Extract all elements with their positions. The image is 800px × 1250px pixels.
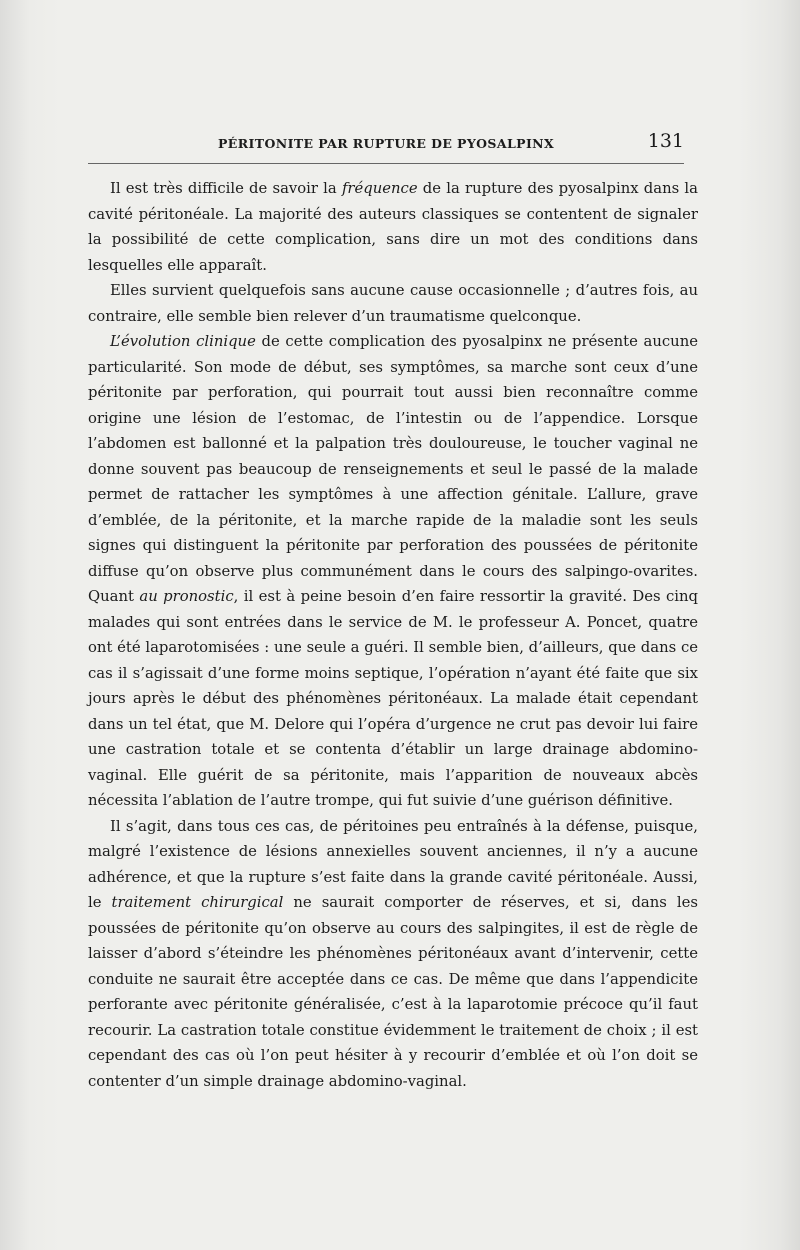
header-rule — [88, 163, 684, 164]
paragraph — [88, 814, 698, 1095]
text-run: Elles survient quelquefois sans aucune cause occasionnelle ; d’autres fois, au contraire, elle semble bien relever d’un traumatisme quelconque. — [88, 282, 698, 325]
text-run: , il est à peine besoin d’en faire ressortir la gravité. Des cinq malades qui sont entrées dans le service de M. le professeur A. Poncet, quatre ont été laparotomisées : une seule a guéri. Il semble bien, d’ailleurs, que dans ce cas il s’agissait d’une forme moins septique, l’opération n’ayant été faite que six jours après le début des phénomènes péritonéaux. La malade était cependant dans un tel état, que M. Delore qui l’opéra d’urgence ne crut pas devoir lui faire une castration totale et se contenta d’établir un large drainage abdomino-vaginal. Elle guérit de sa péritonite, mais l’apparition de nouveaux abcès nécessita l’ablation de l’autre trompe, qui fut suivie d’une guérison définitive. — [88, 588, 698, 809]
text-run: ne saurait comporter de réserves, et si, dans les poussées de péritonite qu’on observe au cours des salpingites, il est de règle de laisser d’abord s’éteindre les phénomènes péritonéaux avant d’intervenir, cette conduite ne saurait être acceptée dans ce cas. De même que dans l’appendicite perforante avec péritonite généralisée, c’est à la laparotomie précoce qu’il faut recourir. La castration totale constitue évidemment le traitement de choix ; il est cependant des cas où l’on peut hésiter à y recourir d’emblée et où l’on doit se contenter d’un simple drainage abdomino-vaginal. — [88, 894, 698, 1090]
emphasis-traitement-chirurgical: traitement chirurgical — [111, 894, 284, 911]
text-run: de cette complication des pyosalpinx ne présente aucune particularité. Son mode de début, ses symptômes, sa marche sont ceux d’une péritonite par perforation, qui pourrait tout aussi bien reconnaître comme origine une lésion de l’estomac, de l’intestin ou de l’appendice. Lorsque l’abdomen est ballonné et la palpation très douloureuse, le toucher vaginal ne donne souvent pas beaucoup de renseignements et seul le passé de la malade permet de rattacher les symptômes à une affection génitale. L’allure, grave d’emblée, de la péritonite, et la marche rapide de la maladie sont les seuls signes qui distinguent la péritonite par perforation des poussées de péritonite diffuse qu’on observe plus communément dans le cours des salpingo-ovarites. Quant — [88, 333, 698, 605]
page-number: 131 — [647, 130, 684, 152]
emphasis-evolution-clinique: L’évolution clinique — [110, 333, 256, 350]
running-title: PÉRITONITE PAR RUPTURE DE PYOSALPINX — [218, 136, 555, 151]
running-head — [88, 130, 684, 156]
paragraph — [88, 329, 698, 814]
body-text — [88, 176, 698, 1094]
paragraph — [88, 176, 698, 278]
emphasis-pronostic: au pronostic — [139, 588, 234, 605]
text-run: de la rupture des pyosalpinx dans la cavité péritonéale. La majorité des auteurs classiques se contentent de signaler la possibilité de cette complication, sans dire un mot des conditions dans lesquelles elle apparaît. — [88, 180, 698, 274]
emphasis-frequence: fréquence — [341, 180, 418, 197]
text-run: Il est très difficile de savoir la — [110, 180, 342, 197]
text-run: Il s’agit, dans tous ces cas, de péritoines peu entraînés à la défense, puisque, malgré l’existence de lésions annexielles souvent anciennes, il n’y a aucune adhérence, et que la rupture s’est faite dans la grande cavité péritonéale. Aussi, le — [88, 817, 698, 911]
paragraph — [88, 278, 698, 329]
